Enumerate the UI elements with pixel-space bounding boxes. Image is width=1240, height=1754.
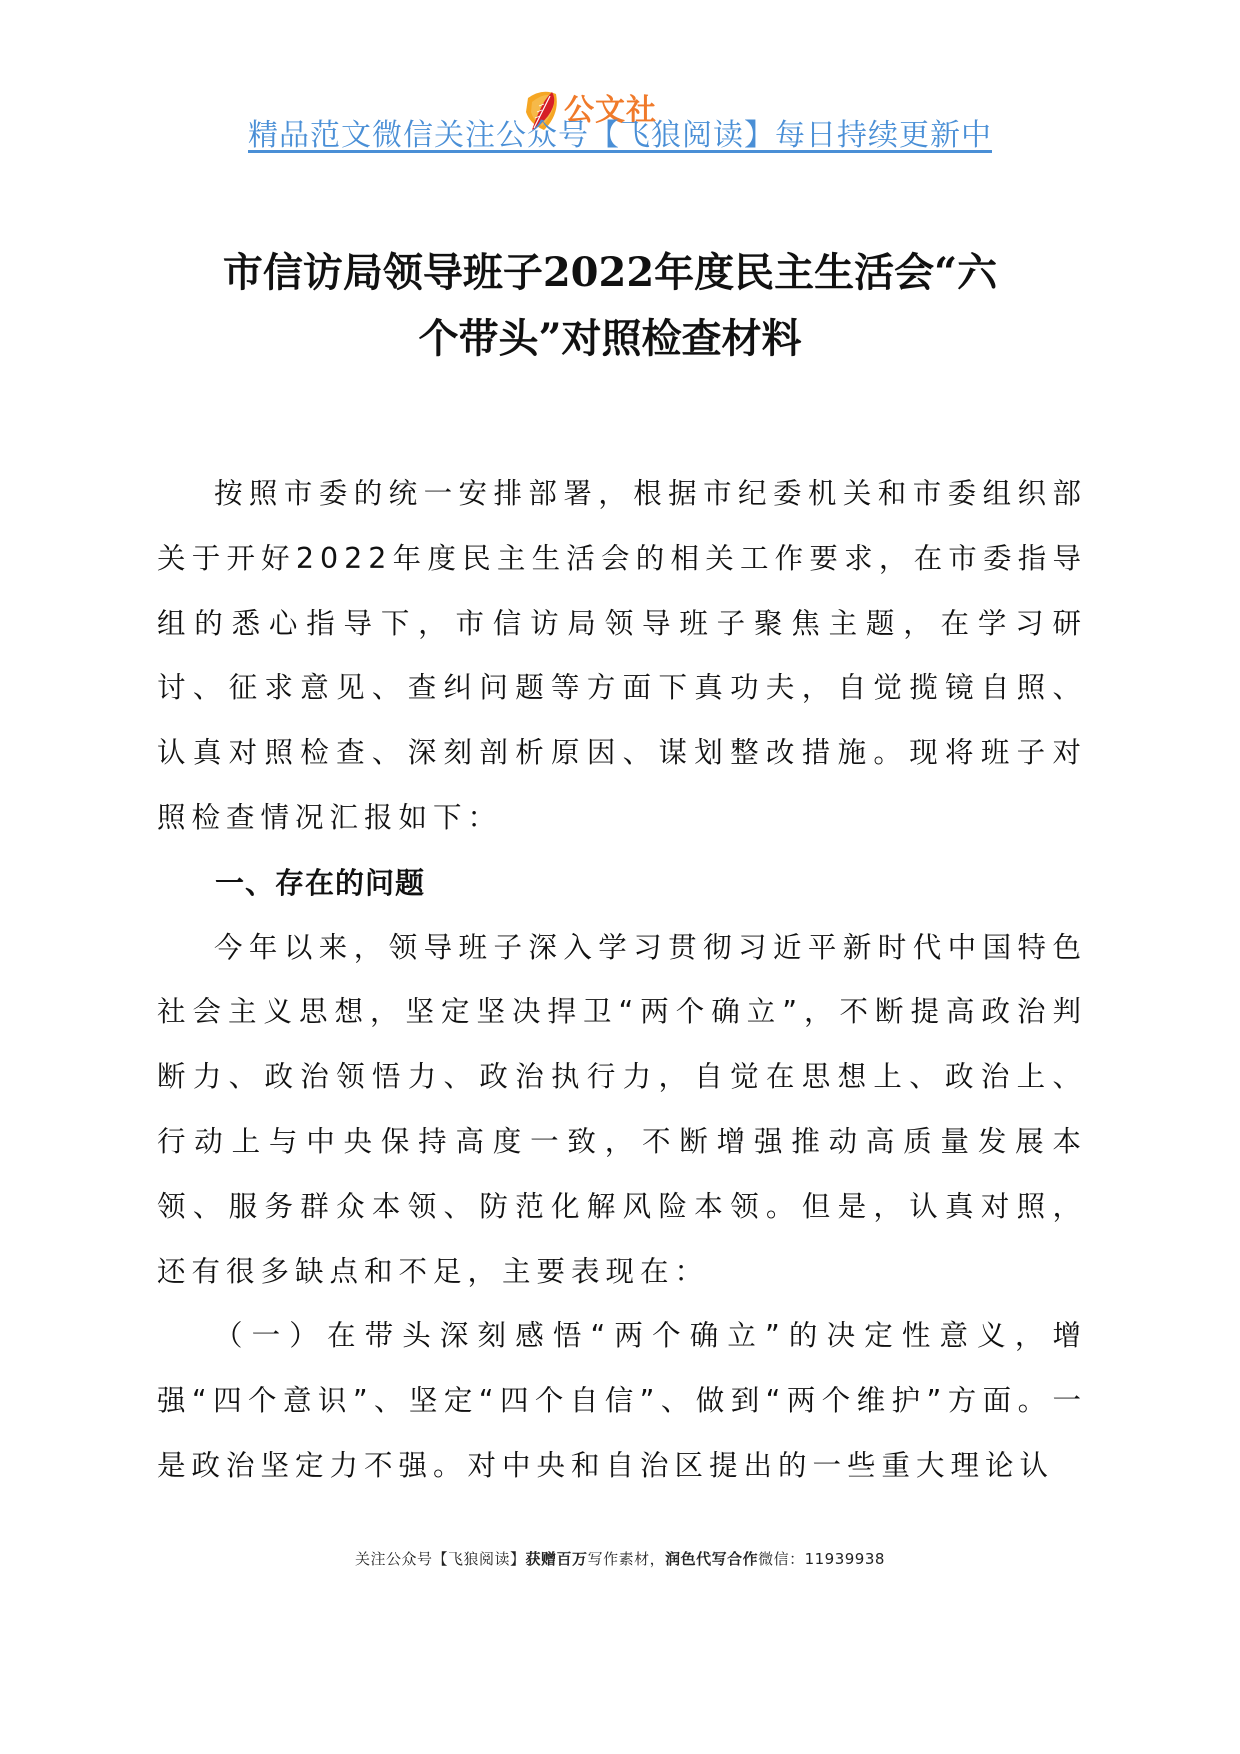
body-paragraph: 今年以来，领导班子深入学习贯彻习近平新时代中国特色社会主义思想，坚定坚决捍卫“两个确立”，不断提高政治判断力、政治领悟力、政治执行力，自觉在思想上、政治上、行动上与中央保持高度一致，不断增强推动高质量发展本领、服务群众本领、防范化解风险本领。但是，认真对照，还有很多缺点和不足，主要表现在： <box>157 930 1087 1288</box>
intro-paragraph: 按照市委的统一安排部署，根据市纪委机关和市委组织部关于开好2022年度民主生活会的相关工作要求，在市委指导组的悉心指导下，市信访局领导班子聚焦主题，在学习研讨、征求意见、查纠问题等方面下真功夫，自觉揽镜自照、认真对照检查、深刻剖析原因、谋划整改措施。现将班子对照检查情况汇报如下： <box>157 477 1087 834</box>
logo-text: 公文社 <box>564 93 657 128</box>
footer-note <box>0 1548 1240 1569</box>
document-title <box>150 240 1070 372</box>
section-heading: 一、存在的问题 <box>215 865 426 900</box>
document-body <box>157 462 1087 1499</box>
footer-part-5: 微信：11939938 <box>758 1550 885 1568</box>
title-line-1: 市信访局领导班子2022年度民主生活会“六 <box>222 249 998 296</box>
promo-link-text[interactable]: 精品范文微信关注公众号【飞狼阅读】每日持续更新中 <box>248 118 992 153</box>
footer-part-2: 获赠百万 <box>525 1550 588 1568</box>
promo-link[interactable] <box>0 116 1240 156</box>
body-paragraph: （一）在带头深刻感悟“两个确立”的决定性意义，增强“四个意识”、坚定“四个自信”、做到“两个维护”方面。一是政治坚定力不强。对中央和自治区提出的一些重大理论认 <box>157 1319 1087 1482</box>
footer-part-3: 写作素材， <box>587 1550 666 1568</box>
footer-part-4: 润色代写合作 <box>665 1550 759 1568</box>
title-line-2: 个带头”对照检查材料 <box>418 315 802 362</box>
footer-part-1: 关注公众号【飞狼阅读】 <box>355 1550 526 1568</box>
